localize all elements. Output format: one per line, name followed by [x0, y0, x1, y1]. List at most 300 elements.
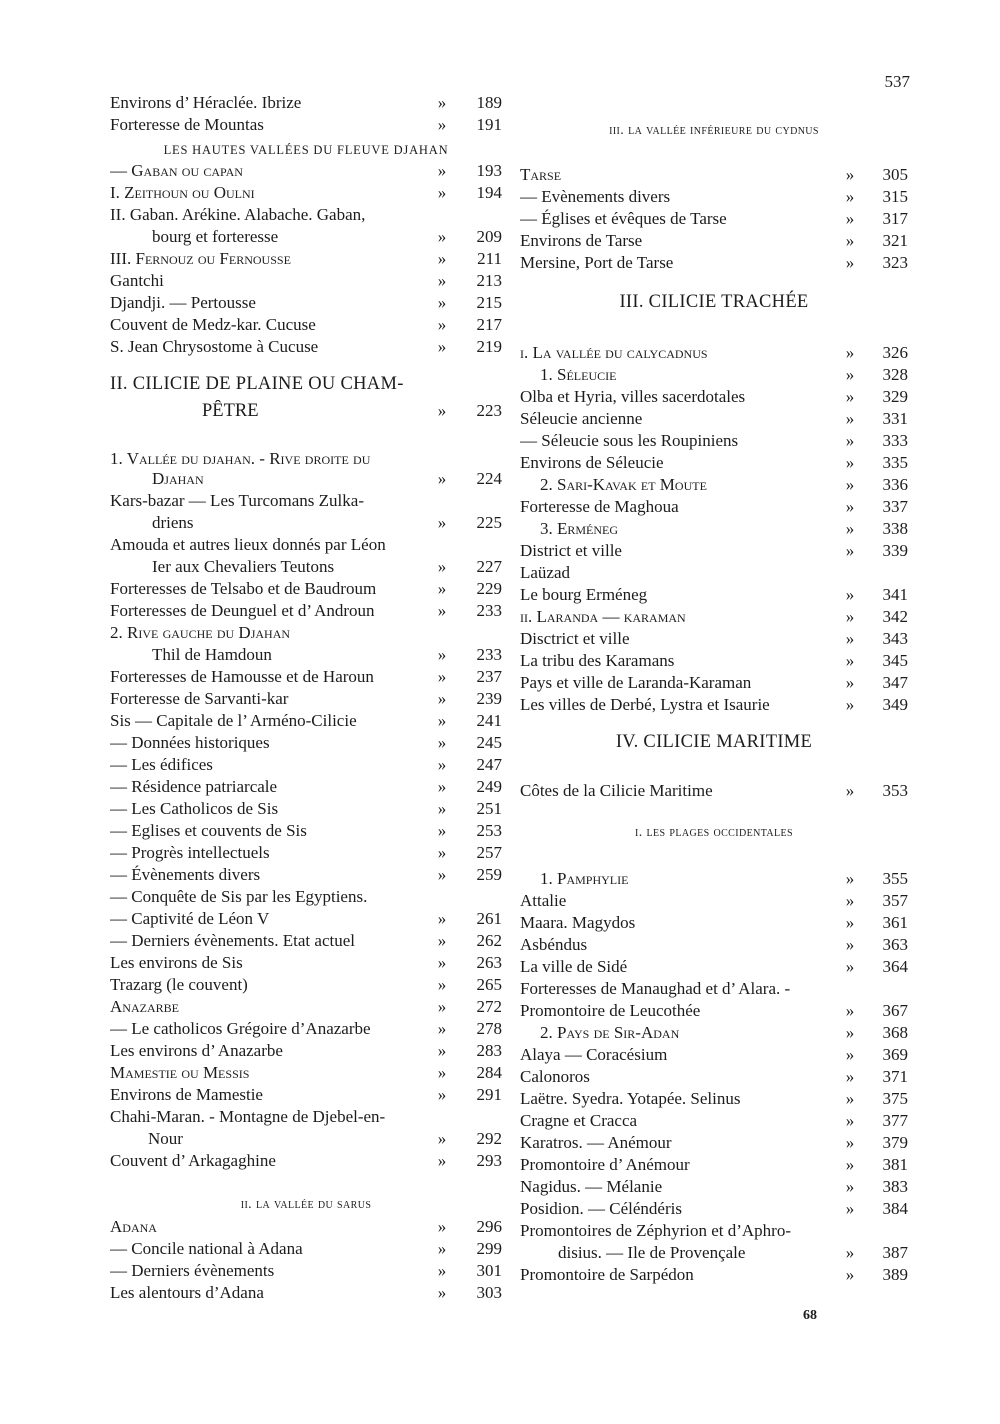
toc-entry-title: 1. Séleucie — [540, 365, 617, 384]
toc-entry-title: Mamestie ou Messis — [110, 1063, 250, 1082]
toc-entry-ditto-mark: » — [845, 519, 855, 538]
toc-entry-ditto-mark: » — [437, 115, 447, 134]
toc-entry-page-number: 329 — [882, 387, 908, 406]
toc-entry-ditto-mark: » — [437, 1239, 447, 1258]
section-heading — [520, 122, 908, 139]
toc-entry-title: — Résidence patriarcale — [110, 777, 278, 796]
toc-entry-title: Disctrict et ville — [520, 629, 630, 648]
toc-entry-page-number: 296 — [476, 1217, 502, 1236]
toc-entry — [520, 606, 908, 628]
toc-entry-title: — Gaban ou capan — [110, 161, 243, 180]
toc-entry-ditto-mark: » — [437, 293, 447, 312]
toc-entry-page-number: 339 — [882, 541, 908, 560]
toc-entry-page-number: 261 — [476, 909, 502, 928]
toc-entry-page-number: 211 — [477, 249, 502, 268]
toc-entry — [110, 490, 502, 512]
toc-entry — [110, 864, 502, 886]
toc-entry-title: Posidion. — Céléndéris — [520, 1199, 682, 1218]
toc-entry — [520, 1264, 908, 1286]
toc-entry — [110, 644, 502, 666]
toc-entry — [520, 540, 908, 562]
toc-entry-ditto-mark: » — [845, 1199, 855, 1218]
toc-entry-title: Kars-bazar — Les Turcomans Zulka- — [110, 491, 364, 510]
toc-entry-page-number: 292 — [476, 1129, 502, 1148]
section-heading — [520, 734, 908, 750]
toc-entry — [110, 622, 502, 644]
toc-entry-page-number: 215 — [476, 293, 502, 312]
toc-entry-page-number: 293 — [476, 1151, 502, 1170]
toc-entry-page-number: 193 — [476, 161, 502, 180]
toc-entry-ditto-mark: » — [437, 579, 447, 598]
toc-entry-ditto-mark: » — [437, 689, 447, 708]
toc-entry-page-number: 245 — [476, 733, 502, 752]
toc-entry-title: — Églises et évêques de Tarse — [520, 209, 727, 228]
toc-entry — [520, 1066, 908, 1088]
toc-entry-page-number: 336 — [882, 475, 908, 494]
toc-entry-ditto-mark: » — [437, 777, 447, 796]
toc-entry-ditto-mark: » — [437, 401, 447, 420]
toc-entry — [520, 584, 908, 606]
toc-entry-title: Les environs d’ Anazarbe — [110, 1041, 283, 1060]
toc-entry — [110, 182, 502, 204]
toc-entry-page-number: 257 — [476, 843, 502, 862]
toc-entry — [110, 820, 502, 842]
toc-entry-page-number: 239 — [476, 689, 502, 708]
toc-entry — [520, 1132, 908, 1154]
toc-entry-title: — Eglises et couvents de Sis — [110, 821, 307, 840]
toc-entry-page-number: 343 — [882, 629, 908, 648]
toc-entry-ditto-mark: » — [845, 1243, 855, 1262]
toc-entry-ditto-mark: » — [845, 231, 855, 250]
toc-entry-ditto-mark: » — [437, 975, 447, 994]
toc-entry-ditto-mark: » — [845, 475, 855, 494]
toc-entry-ditto-mark: » — [437, 733, 447, 752]
toc-entry-ditto-mark: » — [845, 1067, 855, 1086]
toc-entry-title: Alaya — Coracésium — [520, 1045, 668, 1064]
toc-entry — [110, 336, 502, 358]
toc-entry-title: Trazarg (le couvent) — [110, 975, 248, 994]
toc-entry — [520, 890, 908, 912]
toc-entry — [520, 1110, 908, 1132]
toc-entry-ditto-mark: » — [845, 869, 855, 888]
toc-entry — [110, 448, 502, 470]
toc-entry-page-number: 357 — [882, 891, 908, 910]
toc-entry-page-number: 213 — [476, 271, 502, 290]
toc-entry-page-number: 349 — [882, 695, 908, 714]
toc-entry-title: Karatros. — Anémour — [520, 1133, 672, 1152]
toc-entry-title: Forteresses de Manaughad et d’ Alara. - — [520, 979, 791, 998]
toc-entry-page-number: 321 — [882, 231, 908, 250]
toc-entry-ditto-mark: » — [437, 1085, 447, 1104]
toc-entry-title: La ville de Sidé — [520, 957, 628, 976]
toc-entry-ditto-mark: » — [437, 865, 447, 884]
toc-entry — [520, 868, 908, 890]
toc-entry-title: — Concile national à Adana — [110, 1239, 303, 1258]
toc-entry-title: — Les édifices — [110, 755, 213, 774]
toc-entry-page-number: 342 — [882, 607, 908, 626]
toc-entry — [520, 650, 908, 672]
toc-entry — [520, 496, 908, 518]
toc-entry-ditto-mark: » — [845, 695, 855, 714]
toc-entry-page-number: 347 — [882, 673, 908, 692]
toc-entry-page-number: 249 — [476, 777, 502, 796]
toc-entry-title: — Captivité de Léon V — [110, 909, 270, 928]
toc-entry-title: — Evènements divers — [520, 187, 671, 206]
toc-entry-title: Djandji. — Pertousse — [110, 293, 256, 312]
section-heading-text: i. les plages occidentales — [634, 825, 794, 840]
toc-entry-title: Séleucie ancienne — [520, 409, 643, 428]
toc-entry-title: driens — [152, 513, 194, 532]
toc-entry — [520, 364, 908, 386]
toc-entry-page-number: 303 — [476, 1283, 502, 1302]
toc-entry-ditto-mark: » — [437, 1217, 447, 1236]
toc-entry — [520, 780, 908, 802]
toc-entry — [110, 114, 502, 136]
toc-entry-page-number: 381 — [882, 1155, 908, 1174]
toc-entry-title: Nagidus. — Mélanie — [520, 1177, 663, 1196]
toc-entry-title: Forteresses de Telsabo et de Baudroum — [110, 579, 377, 598]
toc-entry-page-number: 383 — [882, 1177, 908, 1196]
toc-entry — [520, 1154, 908, 1176]
toc-entry — [110, 886, 502, 908]
toc-entry — [110, 1062, 502, 1084]
toc-entry-ditto-mark: » — [845, 1089, 855, 1108]
toc-entry-page-number: 338 — [882, 519, 908, 538]
toc-entry-ditto-mark: » — [437, 557, 447, 576]
toc-entry-page-number: 305 — [882, 165, 908, 184]
toc-entry-page-number: 375 — [882, 1089, 908, 1108]
toc-entry-title: i. La vallée du calycadnus — [520, 343, 708, 362]
toc-entry-title: III. Fernouz ou Fernousse — [110, 249, 291, 268]
toc-entry-title: Anazarbe — [110, 997, 179, 1016]
toc-entry-ditto-mark: » — [845, 209, 855, 228]
toc-entry-page-number: 369 — [882, 1045, 908, 1064]
toc-entry-ditto-mark: » — [845, 1177, 855, 1196]
toc-entry-page-number: 241 — [476, 711, 502, 730]
section-heading-text: ii. la vallée du sarus — [240, 1197, 372, 1212]
toc-entry-title: Tarse — [520, 165, 562, 184]
toc-entry-title: Promontoires de Zéphyrion et d’Aphro- — [520, 1221, 791, 1240]
toc-entry-page-number: 233 — [476, 601, 502, 620]
toc-entry-ditto-mark: » — [437, 667, 447, 686]
toc-entry-ditto-mark: » — [437, 315, 447, 334]
toc-entry-page-number: 299 — [476, 1239, 502, 1258]
toc-entry-title: Promontoire d’ Anémour — [520, 1155, 690, 1174]
toc-entry-page-number: 283 — [476, 1041, 502, 1060]
toc-entry — [520, 408, 908, 430]
toc-entry-ditto-mark: » — [845, 541, 855, 560]
toc-entry-page-number: 331 — [882, 409, 908, 428]
toc-entry-title: Djahan — [152, 469, 204, 488]
toc-entry-ditto-mark: » — [437, 93, 447, 112]
toc-entry-page-number: 355 — [882, 869, 908, 888]
toc-entry-page-number: 227 — [476, 557, 502, 576]
toc-entry — [520, 208, 908, 230]
section-heading — [110, 1196, 502, 1213]
toc-entry — [520, 1220, 908, 1242]
toc-entry — [520, 1022, 908, 1044]
toc-entry-title: — Évènements divers — [110, 865, 261, 884]
toc-entry — [110, 1018, 502, 1040]
toc-entry-ditto-mark: » — [845, 1155, 855, 1174]
toc-entry-title: Calonoros — [520, 1067, 590, 1086]
toc-entry-title: Cragne et Cracca — [520, 1111, 638, 1130]
toc-entry-title: Forteresse de Maghoua — [520, 497, 679, 516]
toc-entry — [110, 204, 502, 226]
toc-entry-title: Les alentours d’Adana — [110, 1283, 264, 1302]
toc-entry-ditto-mark: » — [845, 1265, 855, 1284]
toc-entry-ditto-mark: » — [845, 651, 855, 670]
signature-folio: 68 — [803, 1308, 817, 1323]
toc-entry-ditto-mark: » — [437, 161, 447, 180]
section-heading-text: iii. la vallée inférieure du cydnus — [609, 123, 819, 138]
toc-entry-ditto-mark: » — [845, 165, 855, 184]
toc-entry-page-number: 368 — [882, 1023, 908, 1042]
toc-entry-ditto-mark: » — [437, 953, 447, 972]
toc-entry-ditto-mark: » — [437, 249, 447, 268]
toc-entry — [520, 562, 908, 584]
toc-entry — [110, 1282, 502, 1304]
toc-entry — [110, 248, 502, 270]
toc-entry — [110, 556, 502, 578]
toc-entry-title: Forteresse de Mountas — [110, 115, 264, 134]
toc-entry-page-number: 217 — [476, 315, 502, 334]
toc-entry-title: — Données historiques — [110, 733, 270, 752]
toc-entry-ditto-mark: » — [437, 931, 447, 950]
toc-entry-page-number: 251 — [476, 799, 502, 818]
toc-entry-ditto-mark: » — [437, 601, 447, 620]
page-number: 537 — [884, 72, 910, 91]
toc-entry — [520, 1198, 908, 1220]
toc-entry-title: Promontoire de Leucothée — [520, 1001, 701, 1020]
section-heading-text: LES HAUTES VALLÉES DU FLEUVE DJAHAN — [163, 143, 449, 157]
toc-entry-ditto-mark: » — [845, 891, 855, 910]
toc-entry-page-number: 253 — [476, 821, 502, 840]
toc-entry-title: — Derniers évènements — [110, 1261, 275, 1280]
toc-entry-ditto-mark: » — [437, 469, 447, 488]
toc-entry — [110, 1150, 502, 1172]
toc-entry-page-number: 194 — [476, 183, 502, 202]
toc-entry-title: Attalie — [520, 891, 567, 910]
toc-entry-ditto-mark: » — [845, 781, 855, 800]
toc-entry-ditto-mark: » — [845, 1111, 855, 1130]
toc-entry — [110, 92, 502, 114]
toc-entry — [110, 996, 502, 1018]
toc-entry-page-number: 223 — [476, 401, 502, 420]
toc-entry-ditto-mark: » — [845, 607, 855, 626]
toc-entry — [110, 292, 502, 314]
toc-entry-page-number: 389 — [882, 1265, 908, 1284]
toc-entry-ditto-mark: » — [437, 513, 447, 532]
toc-entry-page-number: 361 — [882, 913, 908, 932]
toc-entry-page-number: 387 — [882, 1243, 908, 1262]
toc-entry-title: District et ville — [520, 541, 622, 560]
toc-entry-title: Ier aux Chevaliers Teutons — [152, 557, 335, 576]
toc-entry — [110, 578, 502, 600]
toc-entry-page-number: 265 — [476, 975, 502, 994]
toc-entry-page-number: 326 — [882, 343, 908, 362]
toc-entry — [520, 186, 908, 208]
toc-entry — [110, 1238, 502, 1260]
toc-entry-title: disius. — Ile de Provençale — [558, 1243, 746, 1262]
toc-entry-page-number: 189 — [476, 93, 502, 112]
toc-entry — [110, 400, 502, 422]
toc-entry-page-number: 219 — [476, 337, 502, 356]
toc-entry-ditto-mark: » — [845, 497, 855, 516]
toc-entry-title: Asbéndus — [520, 935, 588, 954]
toc-entry — [520, 230, 908, 252]
toc-entry — [520, 956, 908, 978]
toc-entry-title: — Le catholicos Grégoire d’Anazarbe — [110, 1019, 371, 1038]
toc-entry-title: Couvent d’ Arkagaghine — [110, 1151, 276, 1170]
toc-entry-title: — Séleucie sous les Roupiniens — [520, 431, 739, 450]
toc-entry — [520, 628, 908, 650]
toc-entry-title: 2. Rive gauche du Djahan — [110, 623, 291, 642]
toc-entry-ditto-mark: » — [437, 843, 447, 862]
toc-entry-ditto-mark: » — [437, 271, 447, 290]
toc-entry-page-number: 263 — [476, 953, 502, 972]
toc-entry-page-number: 259 — [476, 865, 502, 884]
toc-entry-ditto-mark: » — [437, 997, 447, 1016]
toc-entry-title: La tribu des Karamans — [520, 651, 675, 670]
toc-entry-ditto-mark: » — [437, 711, 447, 730]
toc-entry — [520, 672, 908, 694]
toc-entry-title: Thil de Hamdoun — [152, 645, 272, 664]
toc-entry — [520, 694, 908, 716]
toc-entry-page-number: 367 — [882, 1001, 908, 1020]
toc-entry-ditto-mark: » — [845, 957, 855, 976]
toc-entry-title: 3. Erméneg — [540, 519, 619, 538]
toc-entry-ditto-mark: » — [437, 1283, 447, 1302]
toc-entry-title: Laüzad — [520, 563, 571, 582]
toc-entry — [110, 842, 502, 864]
toc-entry-ditto-mark: » — [845, 431, 855, 450]
toc-entry-title: 2. Pays de Sir-Adan — [540, 1023, 680, 1042]
toc-entry-page-number: 341 — [882, 585, 908, 604]
toc-entry-ditto-mark: » — [845, 387, 855, 406]
toc-entry — [110, 732, 502, 754]
toc-entry — [520, 430, 908, 452]
toc-entry — [520, 1000, 908, 1022]
toc-entry-page-number: 315 — [882, 187, 908, 206]
toc-entry-page-number: 317 — [882, 209, 908, 228]
toc-entry — [520, 934, 908, 956]
toc-entry-title: Les environs de Sis — [110, 953, 243, 972]
toc-entry — [110, 314, 502, 336]
toc-entry-page-number: 364 — [882, 957, 908, 976]
toc-entry-ditto-mark: » — [845, 365, 855, 384]
toc-entry-ditto-mark: » — [437, 227, 447, 246]
toc-entry-title: — Derniers évènements. Etat actuel — [110, 931, 355, 950]
toc-entry — [110, 710, 502, 732]
toc-entry — [520, 912, 908, 934]
toc-entry-ditto-mark: » — [845, 629, 855, 648]
toc-entry — [520, 474, 908, 496]
toc-entry-ditto-mark: » — [845, 1045, 855, 1064]
toc-entry-title: Sis — Capitale de l’ Arméno-Cilicie — [110, 711, 357, 730]
toc-entry-page-number: 323 — [882, 253, 908, 272]
toc-entry-ditto-mark: » — [845, 935, 855, 954]
toc-entry — [110, 226, 502, 248]
toc-entry-page-number: 291 — [476, 1085, 502, 1104]
toc-entry — [110, 468, 502, 490]
section-heading — [520, 824, 908, 841]
toc-entry — [110, 600, 502, 622]
toc-entry-title: — Conquête de Sis par les Egyptiens. — [110, 887, 368, 906]
toc-entry — [110, 1216, 502, 1238]
toc-entry — [110, 930, 502, 952]
toc-entry — [110, 1128, 502, 1150]
toc-entry — [110, 776, 502, 798]
toc-entry-title: PÊTRE — [202, 401, 259, 421]
toc-entry — [110, 1084, 502, 1106]
toc-entry-page-number: 337 — [882, 497, 908, 516]
toc-entry — [520, 386, 908, 408]
toc-entry-ditto-mark: » — [845, 409, 855, 428]
toc-entry-title: Amouda et autres lieux donnés par Léon — [110, 535, 386, 554]
toc-entry — [520, 1088, 908, 1110]
toc-entry-page-number: 233 — [476, 645, 502, 664]
toc-entry — [110, 666, 502, 688]
toc-entry-ditto-mark: » — [437, 1129, 447, 1148]
toc-entry — [110, 974, 502, 996]
toc-entry-page-number: 262 — [476, 931, 502, 950]
toc-entry-page-number: 328 — [882, 365, 908, 384]
toc-entry-page-number: 229 — [476, 579, 502, 598]
toc-entry-ditto-mark: » — [437, 755, 447, 774]
toc-entry-page-number: 278 — [476, 1019, 502, 1038]
toc-entry-ditto-mark: » — [437, 909, 447, 928]
toc-entry-page-number: 384 — [882, 1199, 908, 1218]
toc-entry-ditto-mark: » — [845, 187, 855, 206]
toc-entry — [110, 1260, 502, 1282]
toc-entry-ditto-mark: » — [437, 337, 447, 356]
toc-entry — [520, 342, 908, 364]
toc-entry-page-number: 191 — [476, 115, 502, 134]
section-heading — [110, 142, 502, 158]
toc-entry-title: 2. Sari-Kavak et Moute — [540, 475, 707, 494]
toc-entry-ditto-mark: » — [437, 799, 447, 818]
toc-entry-title: — Progrès intellectuels — [110, 843, 270, 862]
toc-entry — [110, 160, 502, 182]
toc-entry-ditto-mark: » — [437, 821, 447, 840]
toc-entry-page-number: 284 — [476, 1063, 502, 1082]
toc-entry-title: Maara. Magydos — [520, 913, 636, 932]
toc-entry — [520, 1044, 908, 1066]
toc-entry-page-number: 377 — [882, 1111, 908, 1130]
toc-entry-page-number: 247 — [476, 755, 502, 774]
toc-entry-title: Mersine, Port de Tarse — [520, 253, 674, 272]
toc-entry-page-number: 335 — [882, 453, 908, 472]
toc-entry-title: Chahi-Maran. - Montagne de Djebel-en- — [110, 1107, 386, 1126]
toc-entry-ditto-mark: » — [845, 1023, 855, 1042]
toc-entry — [520, 1176, 908, 1198]
toc-entry — [110, 798, 502, 820]
toc-entry-title: 1. Vallée du djahan. - Rive droite du — [110, 449, 371, 468]
toc-entry-title: Laëtre. Syedra. Yotapée. Selinus — [520, 1089, 741, 1108]
toc-entry-title: Environs d’ Héraclée. Ibrize — [110, 93, 302, 112]
toc-entry-title: Côtes de la Cilicie Maritime — [520, 781, 713, 800]
toc-entry-title: ii. Laranda — karaman — [520, 607, 686, 626]
toc-entry-ditto-mark: » — [437, 1261, 447, 1280]
toc-entry-page-number: 379 — [882, 1133, 908, 1152]
toc-entry-title: Environs de Séleucie — [520, 453, 664, 472]
toc-entry-page-number: 224 — [476, 469, 502, 488]
toc-entry-page-number: 363 — [882, 935, 908, 954]
toc-entry — [110, 952, 502, 974]
toc-entry — [520, 518, 908, 540]
toc-entry-title: Forteresses de Hamousse et de Haroun — [110, 667, 374, 686]
